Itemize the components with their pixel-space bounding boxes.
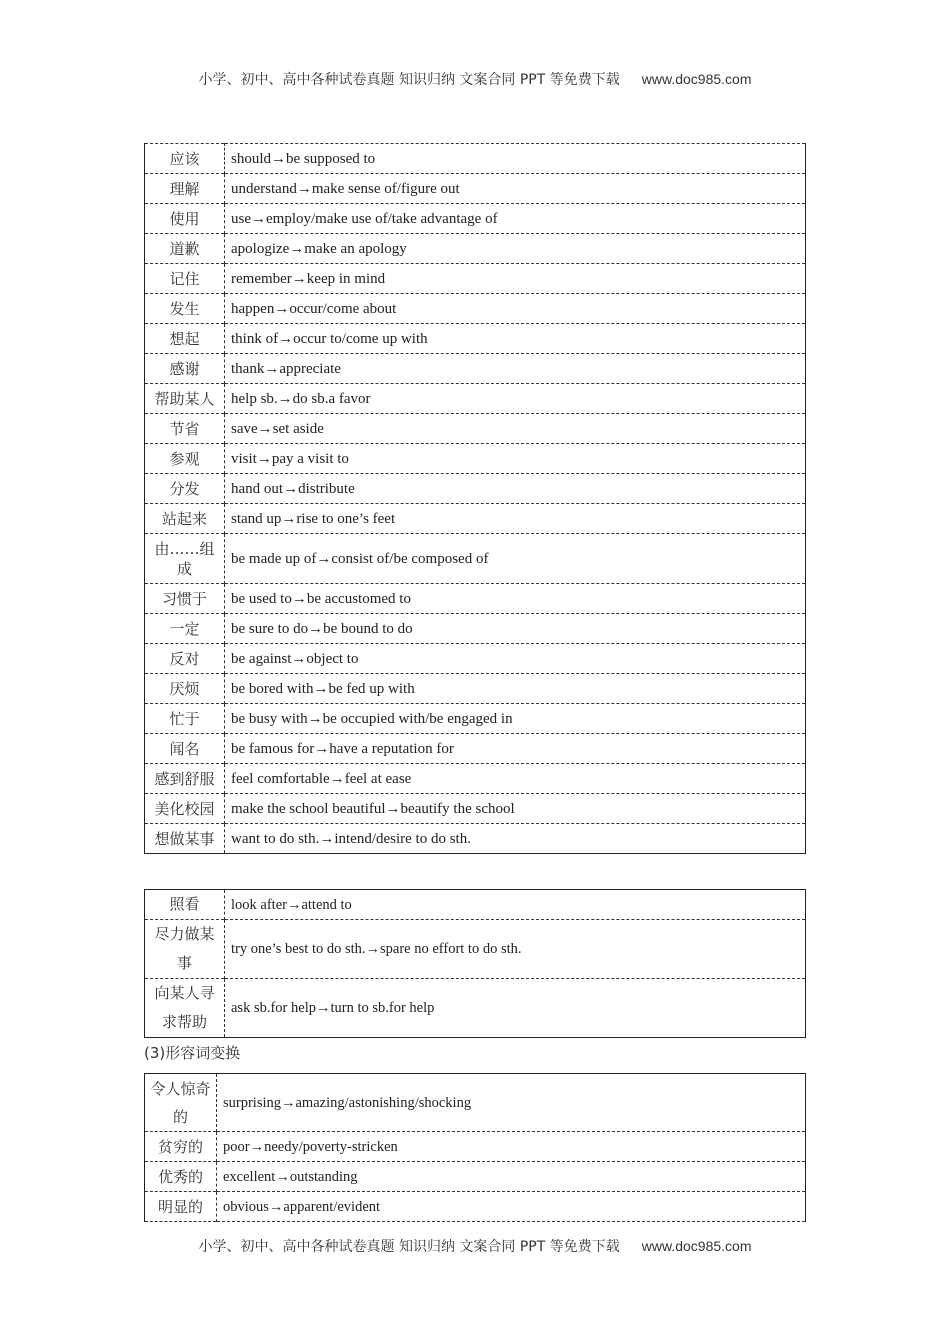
english-phrase: save→set aside <box>231 420 324 437</box>
english-phrase: look after→attend to <box>231 896 352 913</box>
chinese-term: 由……组成 <box>145 534 225 584</box>
chinese-term: 发生 <box>145 294 225 324</box>
english-phrase: think of→occur to/come up with <box>231 330 428 347</box>
header-site-link[interactable]: www.doc985.com <box>641 71 752 87</box>
chinese-term: 道歉 <box>145 234 225 264</box>
verb-phrase-table <box>144 143 806 854</box>
phrase-table-continued <box>144 889 806 1038</box>
chinese-term: 明显的 <box>145 1192 217 1222</box>
chinese-term: 忙于 <box>145 704 225 734</box>
table-row <box>145 920 806 979</box>
table-row <box>145 354 806 384</box>
table-row <box>145 1132 806 1162</box>
chinese-term: 参观 <box>145 444 225 474</box>
table-row <box>145 794 806 824</box>
english-phrase: obvious→apparent/evident <box>223 1198 381 1215</box>
english-phrase: happen→occur/come about <box>231 300 397 317</box>
chinese-term: 帮助某人 <box>145 384 225 414</box>
table-row <box>145 824 806 854</box>
chinese-term: 优秀的 <box>145 1162 217 1192</box>
chinese-term: 分发 <box>145 474 225 504</box>
chinese-term: 感谢 <box>145 354 225 384</box>
english-phrase: surprising→amazing/astonishing/shocking <box>223 1094 472 1111</box>
chinese-term: 照看 <box>145 890 225 920</box>
chinese-term: 一定 <box>145 614 225 644</box>
english-phrase: remember→keep in mind <box>231 270 386 287</box>
page-header <box>0 69 950 89</box>
chinese-term: 站起来 <box>145 504 225 534</box>
table-row <box>145 1192 806 1222</box>
table-row <box>145 234 806 264</box>
english-phrase: want to do sth.→intend/desire to do sth. <box>231 830 471 847</box>
chinese-term: 感到舒服 <box>145 764 225 794</box>
english-phrase: thank→appreciate <box>231 360 341 377</box>
table-row <box>145 264 806 294</box>
english-phrase: visit→pay a visit to <box>231 450 349 467</box>
chinese-term: 厌烦 <box>145 674 225 704</box>
chinese-term: 向某人寻求帮助 <box>145 979 225 1038</box>
english-phrase: be made up of→consist of/be composed of <box>231 550 489 567</box>
section-heading: (3)形容词变换 <box>144 1044 241 1062</box>
english-phrase: should→be supposed to <box>231 150 376 167</box>
header-text: 小学、初中、高中各种试卷真题 知识归纳 文案合同 PPT 等免费下载 <box>198 72 620 88</box>
table-row <box>145 890 806 920</box>
english-phrase: help sb.→do sb.a favor <box>231 390 371 407</box>
chinese-term: 想做某事 <box>145 824 225 854</box>
table-row <box>145 324 806 354</box>
table-row <box>145 1162 806 1192</box>
english-phrase: be busy with→be occupied with/be engaged in <box>231 710 513 727</box>
page-footer <box>0 1236 950 1256</box>
table-row <box>145 734 806 764</box>
table-row <box>145 144 806 174</box>
english-phrase: be sure to do→be bound to do <box>231 620 413 637</box>
english-phrase: try one’s best to do sth.→spare no effort to do sth. <box>231 941 522 957</box>
chinese-term: 令人惊奇的 <box>145 1074 217 1132</box>
english-phrase: stand up→rise to one’s feet <box>231 510 396 527</box>
table-row <box>145 444 806 474</box>
table-row <box>145 294 806 324</box>
english-phrase: poor→needy/poverty-stricken <box>223 1138 398 1155</box>
english-phrase: be against→object to <box>231 650 359 667</box>
table-row <box>145 174 806 204</box>
chinese-term: 美化校园 <box>145 794 225 824</box>
chinese-term: 记住 <box>145 264 225 294</box>
chinese-term: 反对 <box>145 644 225 674</box>
chinese-term: 应该 <box>145 144 225 174</box>
chinese-term: 理解 <box>145 174 225 204</box>
chinese-term: 想起 <box>145 324 225 354</box>
english-phrase: understand→make sense of/figure out <box>231 180 460 197</box>
english-phrase: feel comfortable→feel at ease <box>231 770 412 787</box>
english-phrase: make the school beautiful→beautify the school <box>231 800 515 817</box>
chinese-term: 闻名 <box>145 734 225 764</box>
table-row <box>145 614 806 644</box>
adjective-table <box>144 1073 806 1222</box>
english-phrase: apologize→make an apology <box>231 240 407 257</box>
footer-text: 小学、初中、高中各种试卷真题 知识归纳 文案合同 PPT 等免费下载 <box>198 1239 620 1255</box>
chinese-term: 习惯于 <box>145 584 225 614</box>
english-phrase: be famous for→have a reputation for <box>231 740 454 757</box>
footer-site-link[interactable]: www.doc985.com <box>641 1238 752 1254</box>
english-phrase: use→employ/make use of/take advantage of <box>231 210 498 227</box>
table-row <box>145 584 806 614</box>
table-row <box>145 414 806 444</box>
chinese-term: 节省 <box>145 414 225 444</box>
table-row <box>145 979 806 1038</box>
english-phrase: hand out→distribute <box>231 480 355 497</box>
table-row <box>145 204 806 234</box>
english-phrase: excellent→outstanding <box>223 1168 358 1185</box>
chinese-term: 使用 <box>145 204 225 234</box>
table-row <box>145 534 806 584</box>
chinese-term: 贫穷的 <box>145 1132 217 1162</box>
chinese-term: 尽力做某事 <box>145 920 225 979</box>
table-row <box>145 674 806 704</box>
table-row <box>145 704 806 734</box>
english-phrase: be used to→be accustomed to <box>231 590 411 607</box>
english-phrase: be bored with→be fed up with <box>231 680 415 697</box>
table-row <box>145 384 806 414</box>
table-row <box>145 1074 806 1132</box>
table-row <box>145 644 806 674</box>
table-row <box>145 474 806 504</box>
table-row <box>145 504 806 534</box>
table-row <box>145 764 806 794</box>
english-phrase: ask sb.for help→turn to sb.for help <box>231 1000 435 1016</box>
